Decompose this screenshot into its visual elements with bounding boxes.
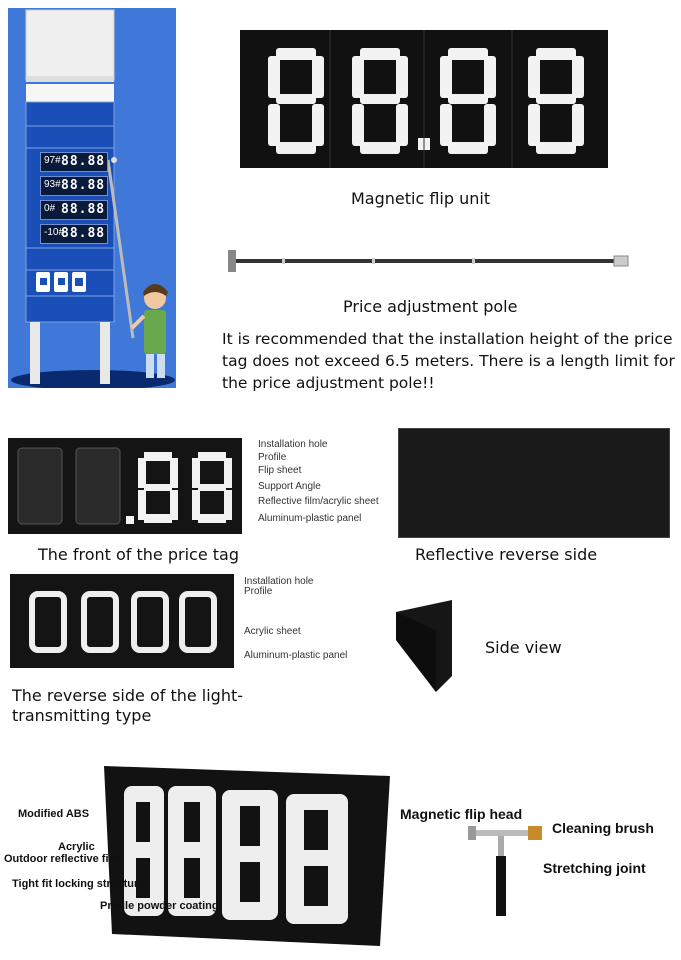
light-reverse-caption-1: The reverse side of the light- bbox=[12, 686, 244, 705]
light-reverse-art bbox=[10, 574, 234, 668]
side-view-image bbox=[396, 600, 456, 692]
light-reverse-caption-2: transmitting type bbox=[12, 706, 152, 725]
side-view-art bbox=[396, 600, 456, 692]
flip-head-art bbox=[468, 820, 548, 916]
price-row bbox=[40, 200, 108, 220]
front-label: Installation hole bbox=[258, 439, 328, 450]
front-label: Aluminum-plastic panel bbox=[258, 513, 362, 524]
adjustment-pole-image bbox=[222, 246, 632, 276]
pole-art bbox=[222, 246, 632, 276]
light-label: Aluminum-plastic panel bbox=[244, 650, 348, 661]
front-panel-art bbox=[8, 438, 242, 534]
flip-unit-image bbox=[240, 30, 608, 168]
front-caption: The front of the price tag bbox=[38, 545, 239, 564]
price-row bbox=[40, 224, 108, 244]
station-art bbox=[8, 8, 176, 388]
grade-label: 97# bbox=[44, 155, 61, 166]
side-view-caption: Side view bbox=[485, 638, 562, 657]
film-label: Outdoor reflective film bbox=[4, 853, 122, 865]
price-value: 88.88 bbox=[61, 202, 106, 217]
installation-note: It is recommended that the installation height of the price tag does not exceed 6.5 meters. There is a length limit for the price adjustment pole!! bbox=[222, 330, 675, 392]
cleaning-brush-label: Cleaning brush bbox=[552, 820, 654, 836]
reflective-reverse-image bbox=[398, 428, 670, 538]
light-label: Profile bbox=[244, 586, 273, 597]
structure-image bbox=[104, 766, 390, 946]
acrylic-label: Acrylic bbox=[58, 841, 95, 853]
flip-unit-caption: Magnetic flip unit bbox=[351, 189, 491, 208]
price-value: 88.88 bbox=[61, 154, 106, 169]
price-row bbox=[40, 152, 108, 172]
flip-unit-panel bbox=[240, 30, 608, 168]
light-label: Acrylic sheet bbox=[244, 626, 301, 637]
station-illustration bbox=[8, 8, 176, 388]
price-value: 88.88 bbox=[61, 226, 106, 241]
reflective-reverse-caption: Reflective reverse side bbox=[415, 545, 598, 564]
front-label: Reflective film/acrylic sheet bbox=[258, 496, 379, 507]
lock-label: Tight fit locking structure bbox=[12, 878, 145, 890]
price-row bbox=[40, 176, 108, 196]
structure-art bbox=[104, 766, 390, 946]
flip-head-image bbox=[468, 820, 548, 916]
front-label: Support Angle bbox=[258, 481, 321, 492]
front-label: Flip sheet bbox=[258, 465, 302, 476]
stretching-joint-label: Stretching joint bbox=[543, 860, 646, 876]
grade-label: 0# bbox=[44, 203, 56, 214]
flip-head-label: Magnetic flip head bbox=[400, 806, 523, 822]
price-value: 88.88 bbox=[61, 178, 106, 193]
abs-label: Modified ABS bbox=[18, 808, 90, 820]
grade-label: -10# bbox=[44, 227, 65, 238]
front-label: Profile bbox=[258, 452, 287, 463]
pole-caption: Price adjustment pole bbox=[343, 297, 518, 316]
front-panel-image bbox=[8, 438, 242, 534]
light-reverse-image bbox=[10, 574, 234, 668]
grade-label: 93# bbox=[44, 179, 61, 190]
coating-label: Profile powder coating bbox=[100, 900, 219, 912]
light-label: Installation hole bbox=[244, 576, 314, 587]
